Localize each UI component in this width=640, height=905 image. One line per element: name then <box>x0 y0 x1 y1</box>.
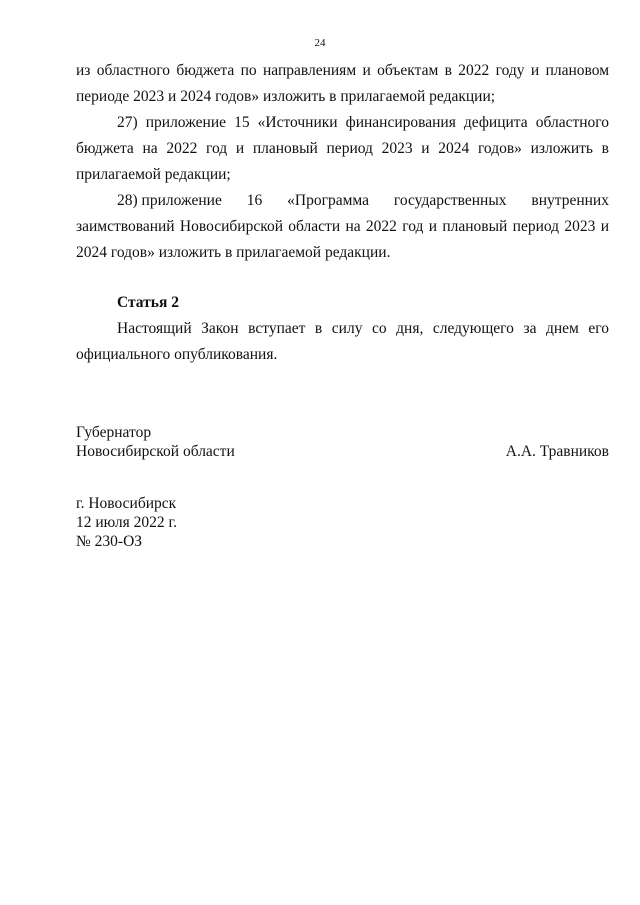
page-number: 24 <box>314 37 326 49</box>
item-28-first-line <box>76 188 609 214</box>
continuation-paragraph: из областного бюджета по направлениям и объектам в 2022 году и плановом периоде 2023 и 2024 годов» изложить в прилагаемой редакции; <box>76 62 609 105</box>
item-28-word: государственных <box>393 192 507 209</box>
signer-position-line1: Губернатор <box>76 424 152 441</box>
law-number: № 230-ОЗ <box>76 533 143 550</box>
item-28-word: 16 <box>246 192 263 209</box>
law-date: 12 июля 2022 г. <box>76 514 177 531</box>
item-27-paragraph: 27) приложение 15 «Источники финансирования дефицита областного бюджета на 2022 год и плановый период 2023 и 2024 годов» изложить в прилагаемой редакции; <box>76 114 609 183</box>
signer-position-line2: Новосибирской области <box>76 443 235 460</box>
item-28-word: 28) приложение <box>117 192 222 209</box>
signature-block <box>76 423 609 461</box>
signer-name: А.А. Травников <box>505 443 609 460</box>
place-date-block <box>76 494 177 551</box>
item-28-word: «Программа <box>287 192 369 209</box>
amendment-items <box>76 58 609 266</box>
article-text: Настоящий Закон вступает в силу со дня, следующего за днем его официального опубликования. <box>76 320 609 363</box>
article-title: Статья 2 <box>117 294 179 311</box>
signature-row <box>76 442 609 461</box>
item-28-word: внутренних <box>531 192 609 209</box>
article-2 <box>76 290 609 368</box>
item-28-paragraph <box>76 188 609 266</box>
item-28-rest: заимствований Новосибирской области на 2022 год и плановый период 2023 и 2024 годов» изложить в прилагаемой редакции. <box>76 218 609 261</box>
city: г. Новосибирск <box>76 495 177 512</box>
